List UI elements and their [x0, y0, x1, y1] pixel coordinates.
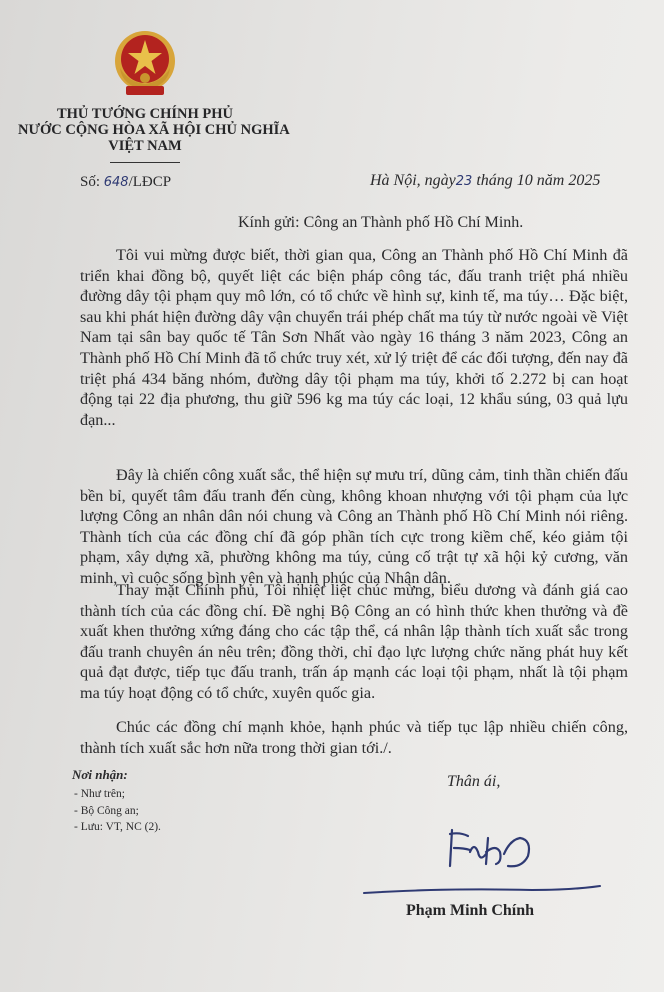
recipients-title: Nơi nhận: — [72, 767, 128, 782]
issuing-organization — [18, 106, 290, 154]
org-line-2: NƯỚC CỘNG HÒA XÃ HỘI CHỦ NGHĨA — [18, 122, 290, 138]
body-paragraph: Đây là chiến công xuất sắc, thể hiện sự mưu trí, dũng cảm, tinh thần chiến đấu bền bỉ, quyết tâm đấu tranh đến cùng, không khoan nhượng với tội phạm của lực lượng Công an nhân dân nói chung và Công an Thành phố Hồ Chí Minh nói riêng. Thành tích của các đồng chí đã góp phần tích cực trong kiềm chế, kéo giảm tội phạm, xây dựng xã, phường không ma túy, củng cố trật tự xã hội kỷ cương, văn minh, vì cuộc sống bình yên và hạnh phúc của Nhân dân. — [80, 466, 628, 587]
body-paragraph: Thay mặt Chính phủ, Tôi nhiệt liệt chúc mừng, biểu dương và đánh giá cao thành tích của các đồng chí. Đề nghị Bộ Công an có hình thức khen thưởng và đề xuất khen thưởng xứng đáng cho các tập thể, cá nhân lập thành tích xuất sắc trong đấu tranh chuyên án nêu trên; đồng thời, chỉ đạo lực lượng chức năng phát huy kết quả đạt được, tiếp tục đấu tranh, trấn áp mạnh các loại tội phạm, nhất là tội phạm ma túy hoạt động có tổ chức, xuyên quốc gia. — [80, 581, 628, 702]
doc-number-value: 648 — [103, 175, 129, 190]
recipient-item: - Lưu: VT, NC (2). — [74, 821, 161, 833]
doc-number-label: Số: — [80, 174, 101, 190]
salutation: Kính gửi: Công an Thành phố Hồ Chí Minh. — [238, 214, 524, 231]
date-day: 23 — [455, 174, 473, 189]
place-date-suffix: tháng 10 năm 2025 — [476, 172, 601, 189]
closing-phrase: Thân ái, — [447, 773, 501, 790]
place-date-prefix: Hà Nội, ngày — [370, 172, 456, 189]
org-line-3: VIỆT NAM — [108, 138, 182, 154]
recipient-item: - Như trên; — [74, 788, 125, 800]
org-line-1: THỦ TƯỚNG CHÍNH PHỦ — [56, 106, 234, 122]
recipient-item: - Bộ Công an; — [74, 804, 139, 817]
recipients-list — [74, 786, 161, 836]
document-number — [80, 174, 171, 191]
place-and-date — [370, 172, 600, 190]
national-emblem-icon — [112, 28, 178, 98]
org-divider — [110, 162, 180, 163]
body-paragraph: Tôi vui mừng được biết, thời gian qua, Công an Thành phố Hồ Chí Minh đã triển khai đồng bộ, quyết liệt các biện pháp công tác, đấu tranh triệt phá nhiều đường dây tội phạm quy mô lớn, có tổ chức về hình sự, kinh tế, ma túy… Đặc biệt, sau khi phát hiện đường dây vận chuyển trái phép chất ma túy từ nước ngoài về Việt Nam tại sân bay quốc tế Tân Sơn Nhất vào ngày 16 tháng 3 năm 2023, Công an Thành phố Hồ Chí Minh đã tổ chức truy xét, xử lý triệt để các đối tượng, đến nay đã triệt phá 434 băng nhóm, đường dây tội phạm ma túy, khởi tố 2.272 bị can hoạt động tại 22 địa phương, thu giữ 596 kg ma túy các loại, 12 khẩu súng, 03 quả lựu đạn... — [80, 246, 628, 429]
signature-stroke — [362, 884, 602, 898]
signer-name: Phạm Minh Chính — [406, 902, 535, 919]
handwritten-signature — [430, 818, 540, 878]
body-paragraph: Chúc các đồng chí mạnh khỏe, hạnh phúc và tiếp tục lập nhiều chiến công, thành tích xuất sắc hơn nữa trong thời gian tới./. — [80, 718, 628, 757]
doc-number-suffix: /LĐCP — [128, 174, 172, 190]
